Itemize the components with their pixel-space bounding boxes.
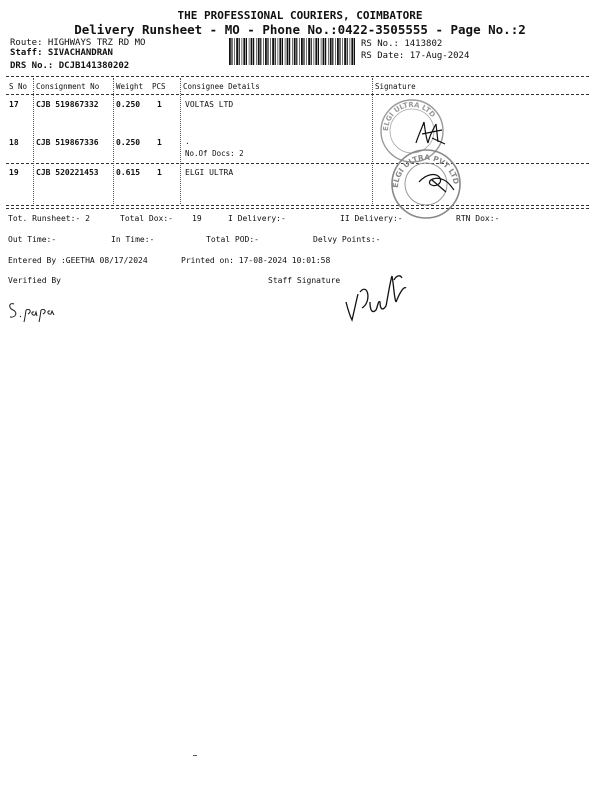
barcode-bar — [351, 38, 353, 65]
row-weight: 0.615 — [116, 168, 141, 177]
delvy-points: Delvy Points:- — [313, 235, 381, 244]
barcode-bar — [251, 38, 253, 65]
row-weight: 0.250 — [116, 100, 141, 109]
barcode-bar — [299, 38, 300, 65]
col-header-sno: S No — [9, 82, 28, 91]
i-delivery: I Delivery:- — [228, 214, 286, 223]
barcode-bar — [308, 38, 310, 65]
barcode-bar — [289, 38, 290, 65]
col-header-signature: Signature — [375, 82, 416, 91]
runsheet-title: Delivery Runsheet - MO - Phone No.:0422-3505555 - Page No.:2 — [74, 22, 526, 37]
barcode-bar — [350, 38, 351, 65]
barcode-bar — [311, 38, 312, 65]
barcode-bar — [229, 38, 231, 65]
total-pod: Total POD:- — [206, 235, 259, 244]
barcode-bar — [236, 38, 238, 65]
verified-by-label: Verified By — [8, 276, 61, 285]
row-consignee: ELGI ULTRA — [185, 168, 234, 177]
out-time: Out Time:- — [8, 235, 57, 244]
col-header-consignment: Consignment No — [36, 82, 100, 91]
drs-number: DRS No.: DCJB141380202 — [10, 61, 130, 71]
barcode-bar — [287, 38, 289, 65]
row-consignee: VOLTAS LTD — [185, 100, 234, 109]
col-divider — [372, 78, 373, 204]
table-bottom-rule — [6, 205, 589, 206]
in-time: In Time:- — [111, 235, 155, 244]
barcode-bar — [275, 38, 276, 65]
row-pcs: 1 — [157, 100, 162, 109]
col-header-pcs: PCS — [152, 82, 166, 91]
receiver-signature-row19 — [416, 168, 456, 194]
barcode-bar — [323, 38, 325, 65]
barcode — [229, 38, 356, 65]
barcode-bar — [243, 38, 245, 65]
row-pcs: 1 — [157, 138, 162, 147]
rs-date: RS Date: 17-Aug-2024 — [361, 51, 470, 61]
barcode-bar — [306, 38, 307, 65]
barcode-bar — [260, 38, 261, 65]
row-consignment: CJB 519867336 — [36, 138, 99, 147]
entered-by: Entered By :GEETHA 08/17/2024 — [8, 256, 148, 265]
barcode-bar — [328, 38, 329, 65]
barcode-bar — [265, 38, 267, 65]
barcode-bar — [279, 38, 281, 65]
company-name: THE PROFESSIONAL COURIERS, COIMBATORE — [177, 9, 423, 22]
route: Route: HIGHWAYS TRZ RD MO — [10, 38, 146, 48]
staff-signature — [342, 272, 412, 324]
row-weight: 0.250 — [116, 138, 141, 147]
barcode-bar — [339, 38, 340, 65]
barcode-bar — [342, 38, 343, 65]
row-consignment: CJB 520221453 — [36, 168, 99, 177]
barcode-bar — [344, 38, 346, 65]
row-consignment: CJB 519867332 — [36, 100, 99, 109]
ii-delivery: II Delivery:- — [340, 214, 403, 223]
row-consignee: . — [185, 137, 190, 146]
barcode-bar — [249, 38, 250, 65]
barcode-bar — [318, 38, 319, 65]
barcode-bar — [267, 38, 268, 65]
staff-signature-label: Staff Signature — [268, 276, 341, 285]
svg-text:ELGI ULTRA LTD: ELGI ULTRA LTD — [381, 100, 437, 132]
barcode-bar — [325, 38, 326, 65]
col-divider — [113, 78, 114, 204]
row-docs-count: No.Of Docs: 2 — [185, 149, 244, 158]
barcode-bar — [354, 38, 355, 65]
table-bottom-rule-2 — [6, 208, 589, 209]
barcode-bar — [303, 38, 304, 65]
barcode-bar — [231, 38, 232, 65]
barcode-bar — [292, 38, 293, 65]
barcode-bar — [321, 38, 322, 65]
tot-runsheet: Tot. Runsheet:- 2 — [8, 214, 90, 223]
barcode-bar — [234, 38, 235, 65]
row-sno: 18 — [9, 138, 19, 147]
barcode-bar — [335, 38, 336, 65]
row-pcs: 1 — [157, 168, 162, 177]
col-header-weight: Weight — [116, 82, 144, 91]
barcode-bar — [258, 38, 260, 65]
col-header-consignee: Consignee Details — [183, 82, 260, 91]
row-divider — [6, 163, 589, 164]
barcode-bar — [239, 38, 240, 65]
barcode-bar — [256, 38, 257, 65]
barcode-bar — [282, 38, 283, 65]
barcode-bar — [272, 38, 274, 65]
barcode-bar — [330, 38, 332, 65]
total-dox-label: Total Dox:- — [120, 214, 173, 223]
barcode-bar — [301, 38, 303, 65]
col-divider — [33, 78, 34, 204]
col-divider — [180, 78, 181, 204]
barcode-bar — [270, 38, 271, 65]
svg-text:ELGI ULTRA PVT LTD: ELGI ULTRA PVT LTD — [390, 152, 461, 189]
barcode-bar — [337, 38, 339, 65]
barcode-bar — [242, 38, 243, 65]
barcode-bar — [294, 38, 296, 65]
printed-on: Printed on: 17-08-2024 10:01:58 — [181, 256, 331, 265]
barcode-bar — [314, 38, 315, 65]
scan-mark — [193, 755, 197, 756]
barcode-bar — [332, 38, 333, 65]
barcode-bar — [296, 38, 297, 65]
barcode-bar — [285, 38, 286, 65]
table-top-rule — [6, 76, 589, 77]
rs-number: RS No.: 1413802 — [361, 39, 443, 49]
barcode-bar — [347, 38, 348, 65]
barcode-bar — [263, 38, 264, 65]
table-header-rule — [6, 94, 589, 95]
staff-name: Staff: SIVACHANDRAN — [10, 48, 113, 58]
barcode-bar — [246, 38, 247, 65]
barcode-bar — [253, 38, 254, 65]
row-sno: 19 — [9, 168, 19, 177]
barcode-bar — [315, 38, 317, 65]
row-sno: 17 — [9, 100, 19, 109]
barcode-bar — [278, 38, 279, 65]
rtn-dox: RTN Dox:- — [456, 214, 500, 223]
total-dox-value: 19 — [192, 214, 202, 223]
verifier-signature — [6, 298, 66, 322]
receiver-signature-row17 — [412, 118, 448, 148]
